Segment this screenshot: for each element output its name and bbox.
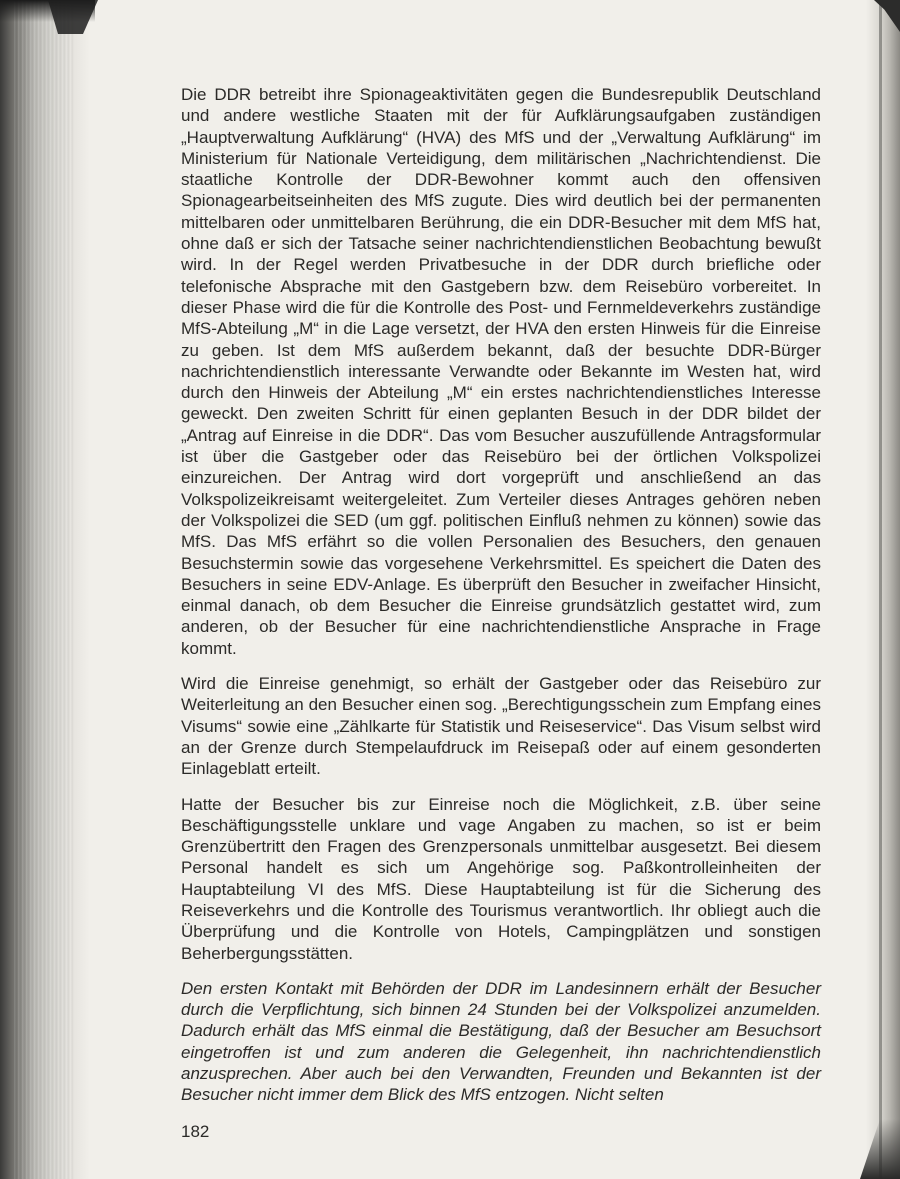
- page-edge-stack: [14, 0, 74, 1179]
- paragraph-3: Hatte der Besucher bis zur Einreise noch die Möglichkeit, z.B. über seine Beschäftigungsstelle unklare und vage Angaben zu machen, so ist er beim Grenzübertritt den Fragen des Grenzpersonals unmittelbar ausgesetzt. Bei diesem Personal handelt es sich um Angehörige sog. Paßkontrolleinheiten der Hauptabteilung VI des MfS. Diese Hauptabteilung ist für die Sicherung des Reiseverkehrs und die Kontrolle des Tourismus verantwortlich. Ihr obliegt auch die Überprüfung und die Kontrolle von Hotels, Campingplätzen und sonstigen Beherbergungsstätten.: [181, 794, 821, 963]
- paragraph-2: Wird die Einreise genehmigt, so erhält der Gastgeber oder das Reisebüro zur Weiterleitung an den Besucher einen sog. „Berechtigungsschein zum Empfang eines Visums“ sowie eine „Zählkarte für Statistik und Reiseservice“. Das Visum selbst wird an der Grenze durch Stempelaufdruck im Reisepaß oder auf einem gesonderten Einlageblatt erteilt.: [181, 674, 821, 779]
- right-edge-shadow: [866, 0, 900, 1179]
- right-edge-line: [879, 0, 882, 1179]
- body-text: [181, 84, 821, 1120]
- page-number: 182: [181, 1122, 210, 1141]
- paragraph-1: Die DDR betreibt ihre Spionageaktivitäten gegen die Bundesrepublik Deutschland und andere westliche Staaten mit der für Aufklärungsaufgaben zuständigen „Hauptverwaltung Aufklärung“ (HVA) des MfS und der „Verwaltung Aufklärung“ im Ministerium für Nationale Verteidigung, dem militärischen „Nachrichtendienst. Die staatliche Kontrolle der DDR-Bewohner kommt auch den offensiven Spionagearbeitseinheiten des MfS zugute. Dies wird deutlich bei der permanenten mittelbaren oder unmittelbaren Berührung, die ein DDR-Besucher mit dem MfS hat, ohne daß er sich der Tatsache seiner nachrichtendienstlichen Beobachtung bewußt wird. In der Regel werden Privatbesuche in der DDR durch briefliche oder telefonische Absprache mit den Gastgebern bzw. dem Reisebüro vorbereitet. In dieser Phase wird die für die Kontrolle des Post- und Fernmeldeverkehrs zuständige MfS-Abteilung „M“ in die Lage versetzt, der HVA den ersten Hinweis für die Einreise zu geben. Ist dem MfS außerdem bekannt, daß der besuchte DDR-Bürger nachrichtendienstlich interessante Verwandte oder Bekannte im Westen hat, wird durch den Hinweis der Abteilung „M“ ein erstes nachrichtendienstliches Interesse geweckt. Den zweiten Schritt für einen geplanten Besuch in der DDR bildet der „Antrag auf Einreise in die DDR“. Das vom Besucher auszufüllende Antragsformular ist über die Gastgeber oder das Reisebüro bei der örtlichen Volkspolizei einzureichen. Der Antrag wird dort vorgeprüft und anschließend an das Volkspolizeikreisamt weitergeleitet. Zum Verteiler dieses Antrages gehören neben der Volkspolizei die SED (um ggf. politischen Einfluß nehmen zu können) sowie das MfS. Das MfS erfährt so die vollen Personalien des Besuchers, den genauen Besuchstermin sowie das vorgesehene Verkehrsmittel. Es speichert die Daten des Besuchers in seine EDV-Anlage. Es überprüft den Besucher in zweifacher Hinsicht, einmal danach, ob dem Besucher die Einreise grundsätzlich gestattet wird, zum anderen, ob der Besucher für eine nachrichtendienstliche Ansprache in Frage kommt.: [181, 85, 821, 658]
- paragraph-4: Den ersten Kontakt mit Behörden der DDR im Landesinnern erhält der Besucher durch die Verpflichtung, sich binnen 24 Stunden bei der Volkspolizei anzumelden. Dadurch erhält das MfS einmal die Bestätigung, daß der Besucher am Besuchsort eingetroffen ist und zum anderen die Gelegenheit, ihn nachrichtendienstlich anzusprechen. Aber auch bei den Verwandten, Freunden und Bekannten ist der Besucher nicht immer dem Blick des MfS entzogen. Nicht selten: [181, 978, 821, 1105]
